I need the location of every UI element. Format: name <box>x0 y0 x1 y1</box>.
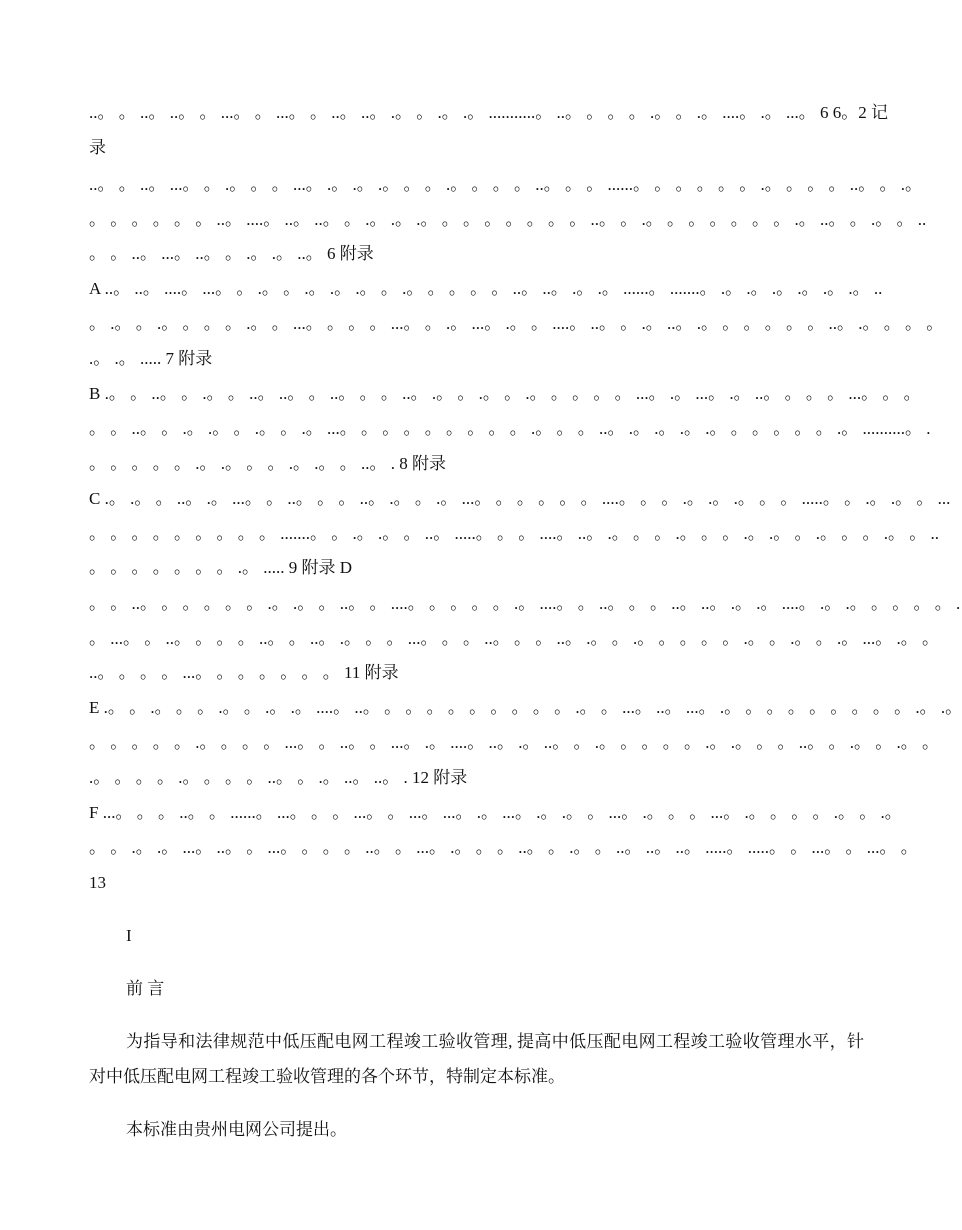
preface-paragraph: 本标准由贵州电网公司提出。 <box>126 1120 347 1139</box>
preface-heading: 前 言 <box>126 979 165 998</box>
toc-line: 。 。 ..。 。 .。 .。 。 .。 。 .。 ...。 。 。 。 。 。 。 。 。 .。 。 。 ..。 .。 .。 .。 .。 。 。 。 。 。 .。 ..........。 . <box>89 419 931 438</box>
toc-line: 。 。 。 。 。 .。 .。 。 。 .。 .。 。 ..。 . 8 附录 <box>89 454 446 473</box>
toc-line: 。 。 ..。 ...。 ..。 。 .。 .。 ..。 6 附录 <box>89 244 374 263</box>
toc-line: B .。 。 ..。 。 .。 。 ..。 ..。 。 ..。 。 。 ..。 .。 。 .。 。 .。 。 。 。 。 ...。 .。 ...。 .。 ..。 。 。 。 ...。 。 。 <box>89 384 921 403</box>
toc-line: 13 <box>89 873 106 892</box>
toc-line: ..。 。 ..。 ..。 。 ...。 。 ...。 。 ..。 ..。 .。 。 .。 .。 ...........。 ..。 。 。 。 .。 。 .。 ....。 .。 ...。 6 6。2 记 <box>89 103 888 122</box>
toc-line: .。 。 。 。 .。 。 。 。 ..。 。 .。 ..。 ..。 . 12 附录 <box>89 768 468 787</box>
toc-line: ..。 。 。 。 ...。 。 。 。 。 。 。 11 附录 <box>89 663 399 682</box>
toc-line: 。 ...。 。 ..。 。 。 。 ..。 。 ..。 .。 。 。 ...。 。 。 ..。 。 。 ..。 .。 。 .。 。 。 。 。 .。 。 .。 。 .。 ...。 .。 。 <box>89 629 939 648</box>
toc-line: E .。 。 .。 。 。 .。 。 .。 .。 ....。 ..。 。 。 。 。 。 。 。 。 。 .。 。 ...。 ..。 ...。 .。 。 。 。 。 。 。 。 。 .。 .。 <box>89 698 962 717</box>
toc-line: F ...。 。 。 ..。 。 ......。 ...。 。 。 ...。 。 ...。 ...。 .。 ...。 .。 .。 。 ...。 .。 。 。 ...。 .。 。 。 。 .。 。 .。 <box>89 803 902 822</box>
toc-line: A ..。 ..。 ....。 ...。 。 .。 。 .。 .。 .。 。 .。 。 。 。 。 ..。 ..。 .。 .。 ......。 .......。 .。 .。 .。 .。 .。 .。 .. <box>89 279 883 298</box>
toc-line: 。 。 。 。 。 .。 。 。 。 ...。 。 ..。 。 ...。 .。 ....。 ..。 .。 ..。 。 .。 。 。 。 。 .。 .。 。 。 ..。 。 .。 。 .。 。 <box>89 733 939 752</box>
toc-line: C .。 .。 。 ..。 .。 ...。 。 ..。 。 。 ..。 .。 。 .。 ...。 。 。 。 。 。 ....。 。 。 .。 .。 .。 。 。 .....。 。 .。 .。 。 ... <box>89 489 951 508</box>
toc-line: .。 .。 ..... 7 附录 <box>89 349 213 368</box>
toc-line: 。 。 。 。 。 。 。 。 。 .......。 。 .。 .。 。 ..。 .....。 。 。 ....。 ..。 .。 。 。 .。 。 。 .。 .。 。 .。 。 。 .。 。 .. <box>89 524 939 543</box>
toc-line: 。 。 。 。 。 。 。 .。 ..... 9 附录 D <box>89 558 353 577</box>
roman-page-number: I <box>126 926 132 945</box>
toc-line: ..。 。 ..。 ...。 。 .。 。 。 ...。 .。 .。 .。 。 。 .。 。 。 。 ..。 。 。 ......。 。 。 。 。 。 .。 。 。 。 ..。 。 .。 <box>89 175 922 194</box>
toc-line: 。 。 。 。 。 。 ..。 ....。 ..。 ..。 。 .。 .。 .。 。 。 。 。 。 。 。 ..。 。 .。 。 。 。 。 。 。 .。 ..。 。 .。 。 .. <box>89 210 927 229</box>
toc-line: 。 。 ..。 。 。 。 。 。 .。 .。 。 ..。 。 ....。 。 。 。 。 .。 ....。 。 ..。 。 。 ..。 ..。 .。 .。 ....。 .。 .。 。 。 。 。 . <box>89 594 961 613</box>
preface-paragraph: 为指导和法律规范中低压配电网工程竣工验收管理, 提高中低压配电网工程竣工验收管理水平，针对中低压配电网工程竣工验收管理的各个环节，特制定本标准。 <box>89 1032 864 1086</box>
toc-line: 。 。 .。 .。 ...。 ..。 。 ...。 。 。 。 ..。 。 ...。 .。 。 。 ..。 。 .。 。 ..。 ..。 ..。 .....。 .....。 。 ...。 。 ...。 。 <box>89 838 918 857</box>
toc-line: 。 .。 。 .。 。 。 。 .。 。 ...。 。 。 。 ...。 。 .。 ...。 .。 。 ....。 ..。 。 .。 ..。 .。 。 。 。 。 。 ..。 .。 。 。 。 <box>89 314 944 333</box>
toc-line: 录 <box>89 138 106 157</box>
